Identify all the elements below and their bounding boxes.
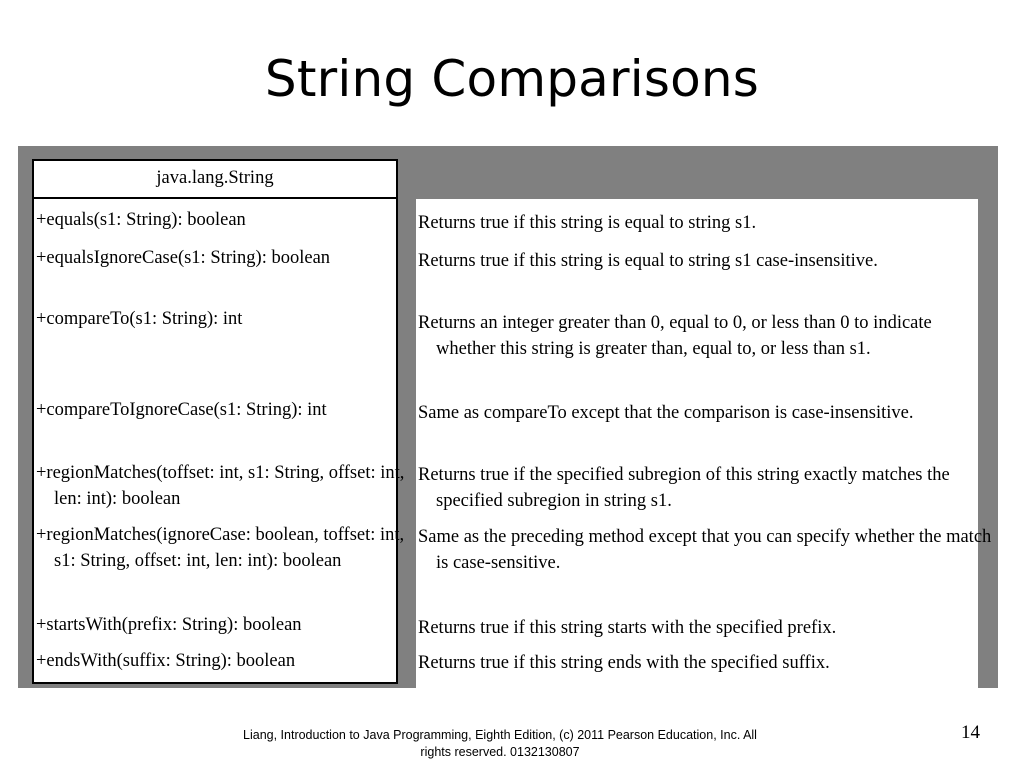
- method-equals-ignore-case: +equalsIgnoreCase(s1: String): boolean: [36, 248, 331, 268]
- uml-class-name: java.lang.String: [34, 161, 396, 199]
- description-region-matches-ignore-case: Same as the preceding method except that you can specify whether the match is case-sensitive.: [418, 527, 992, 573]
- description-equals: Returns true if this string is equal to string s1.: [418, 213, 757, 233]
- method-region-matches-ignore-case: +regionMatches(ignoreCase: boolean, toffset: int, s1: String, offset: int, len: int): boolean: [36, 525, 405, 571]
- method-descriptions: [416, 199, 992, 688]
- method-ends-with: +endsWith(suffix: String): boolean: [36, 651, 296, 671]
- description-compare-to: Returns an integer greater than 0, equal to 0, or less than 0 to indicate whether this string is greater than, equal to, or less than s1.: [418, 313, 932, 359]
- footer-line-1: Liang, Introduction to Java Programming, Eighth Edition, (c) 2011 Pearson Education, Inc. All: [243, 728, 757, 742]
- method-compare-to-ignore-case: +compareToIgnoreCase(s1: String): int: [36, 400, 327, 420]
- description-starts-with: Returns true if this string starts with the specified prefix.: [418, 618, 837, 638]
- method-equals: +equals(s1: String): boolean: [36, 210, 246, 230]
- slide-footer: [200, 727, 800, 761]
- method-starts-with: +startsWith(prefix: String): boolean: [36, 615, 302, 635]
- uml-class-box: [32, 159, 405, 684]
- slide-title: String Comparisons: [264, 50, 760, 108]
- method-compare-to: +compareTo(s1: String): int: [36, 309, 243, 329]
- description-region-matches: Returns true if the specified subregion of this string exactly matches the specified subregion in string s1.: [418, 465, 950, 511]
- description-equals-ignore-case: Returns true if this string is equal to string s1 case-insensitive.: [418, 251, 878, 271]
- page-number: 14: [961, 722, 980, 743]
- description-ends-with: Returns true if this string ends with the specified suffix.: [418, 653, 830, 673]
- description-compare-to-ignore-case: Same as compareTo except that the comparison is case-insensitive.: [418, 403, 914, 423]
- method-region-matches: +regionMatches(toffset: int, s1: String, offset: int, len: int): boolean: [36, 463, 405, 509]
- footer-line-2: rights reserved. 0132130807: [420, 745, 580, 759]
